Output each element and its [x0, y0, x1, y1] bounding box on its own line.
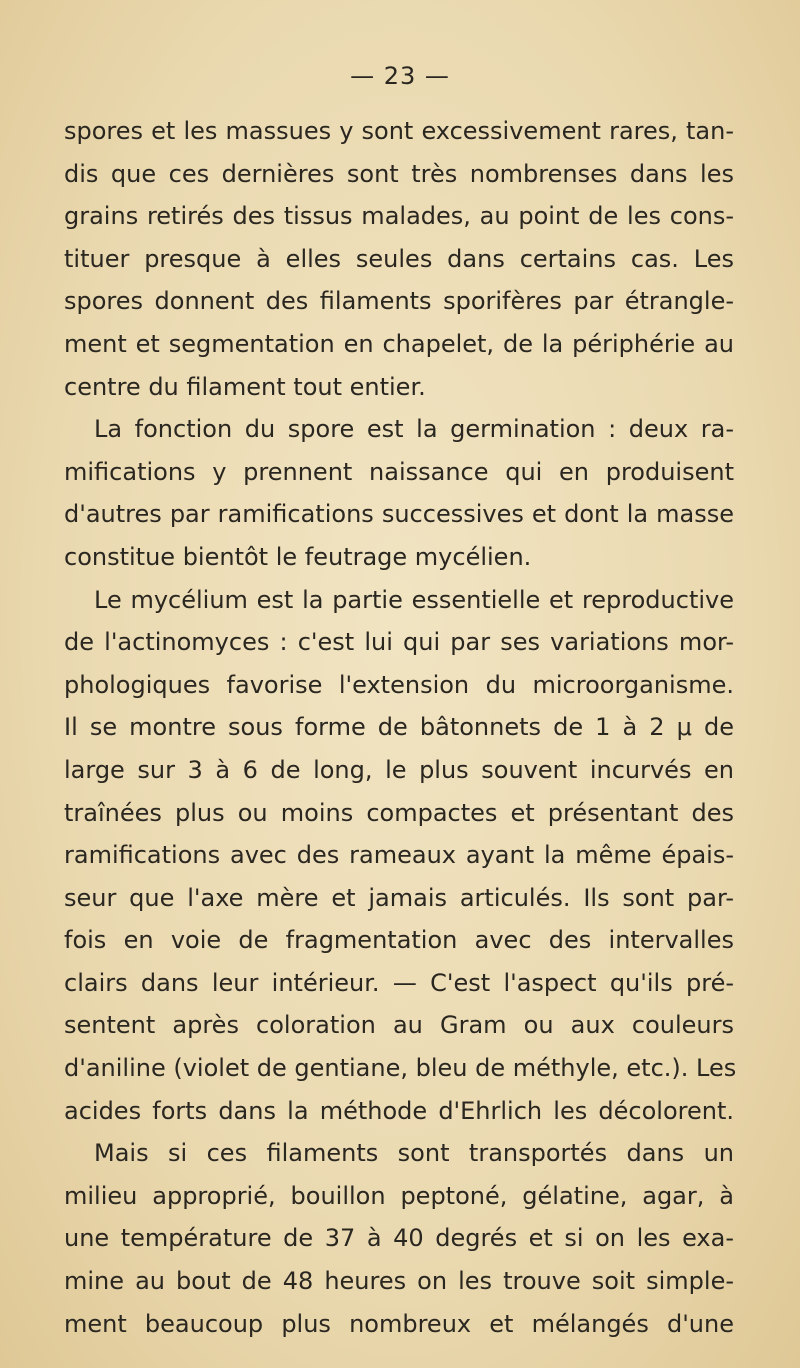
text-line: sentent après coloration au Gram ou aux couleurs: [64, 1011, 734, 1040]
text-line: phologiques favorise l'extension du microorganisme.: [64, 670, 734, 699]
text-line: spores et les massues y sont excessivement rares, tan-: [64, 117, 734, 145]
text-line: Le mycélium est la partie essentielle et reproductive: [94, 585, 734, 614]
page-number: — 23 —: [350, 62, 450, 90]
text-line: centre du filament tout entier.: [64, 372, 426, 401]
text-line: Il se montre sous forme de bâtonnets de 1 à 2 μ de: [64, 713, 734, 742]
text-line: ment beaucoup plus nombreux et mélangés d'une: [64, 1309, 734, 1338]
text-line: traînées plus ou moins compactes et présentant des: [64, 798, 734, 827]
text-line: de l'actinomyces : c'est lui qui par ses variations mor-: [64, 628, 734, 657]
text-line: d'autres par ramifications successives et dont la masse: [64, 500, 734, 529]
text-line: spores donnent des filaments sporifères par étrangle-: [64, 287, 734, 316]
text-line: clairs dans leur intérieur. — C'est l'aspect qu'ils pré-: [64, 968, 734, 997]
body-text: [64, 110, 737, 1345]
text-line: mifications y prennent naissance qui en produisent: [64, 457, 734, 486]
text-line: ramifications avec des rameaux ayant la même épais-: [64, 841, 734, 870]
text-line: fois en voie de fragmentation avec des intervalles: [64, 926, 734, 955]
text-line: mine au bout de 48 heures on les trouve soit simple-: [64, 1267, 734, 1296]
text-line: La fonction du spore est la germination : deux ra-: [94, 415, 734, 444]
text-line: d'aniline (violet de gentiane, bleu de méthyle, etc.). Les: [64, 1054, 737, 1083]
text-line: milieu approprié, bouillon peptoné, gélatine, agar, à: [64, 1181, 734, 1210]
text-line: acides forts dans la méthode d'Ehrlich les décolorent.: [64, 1096, 734, 1125]
text-line: ment et segmentation en chapelet, de la périphérie au: [64, 329, 734, 358]
text-line: dis que ces dernières sont très nombrenses dans les: [64, 159, 734, 188]
text-line: constitue bientôt le feutrage mycélien.: [64, 542, 532, 571]
text-line: une température de 37 à 40 degrés et si on les exa-: [64, 1224, 734, 1253]
text-line: grains retirés des tissus malades, au point de les cons-: [64, 202, 734, 231]
text-line: tituer presque à elles seules dans certains cas. Les: [64, 244, 734, 273]
text-line: large sur 3 à 6 de long, le plus souvent incurvés en: [64, 755, 734, 784]
text-line: Mais si ces filaments sont transportés dans un: [94, 1139, 734, 1168]
text-line: seur que l'axe mère et jamais articulés. Ils sont par-: [64, 883, 734, 912]
